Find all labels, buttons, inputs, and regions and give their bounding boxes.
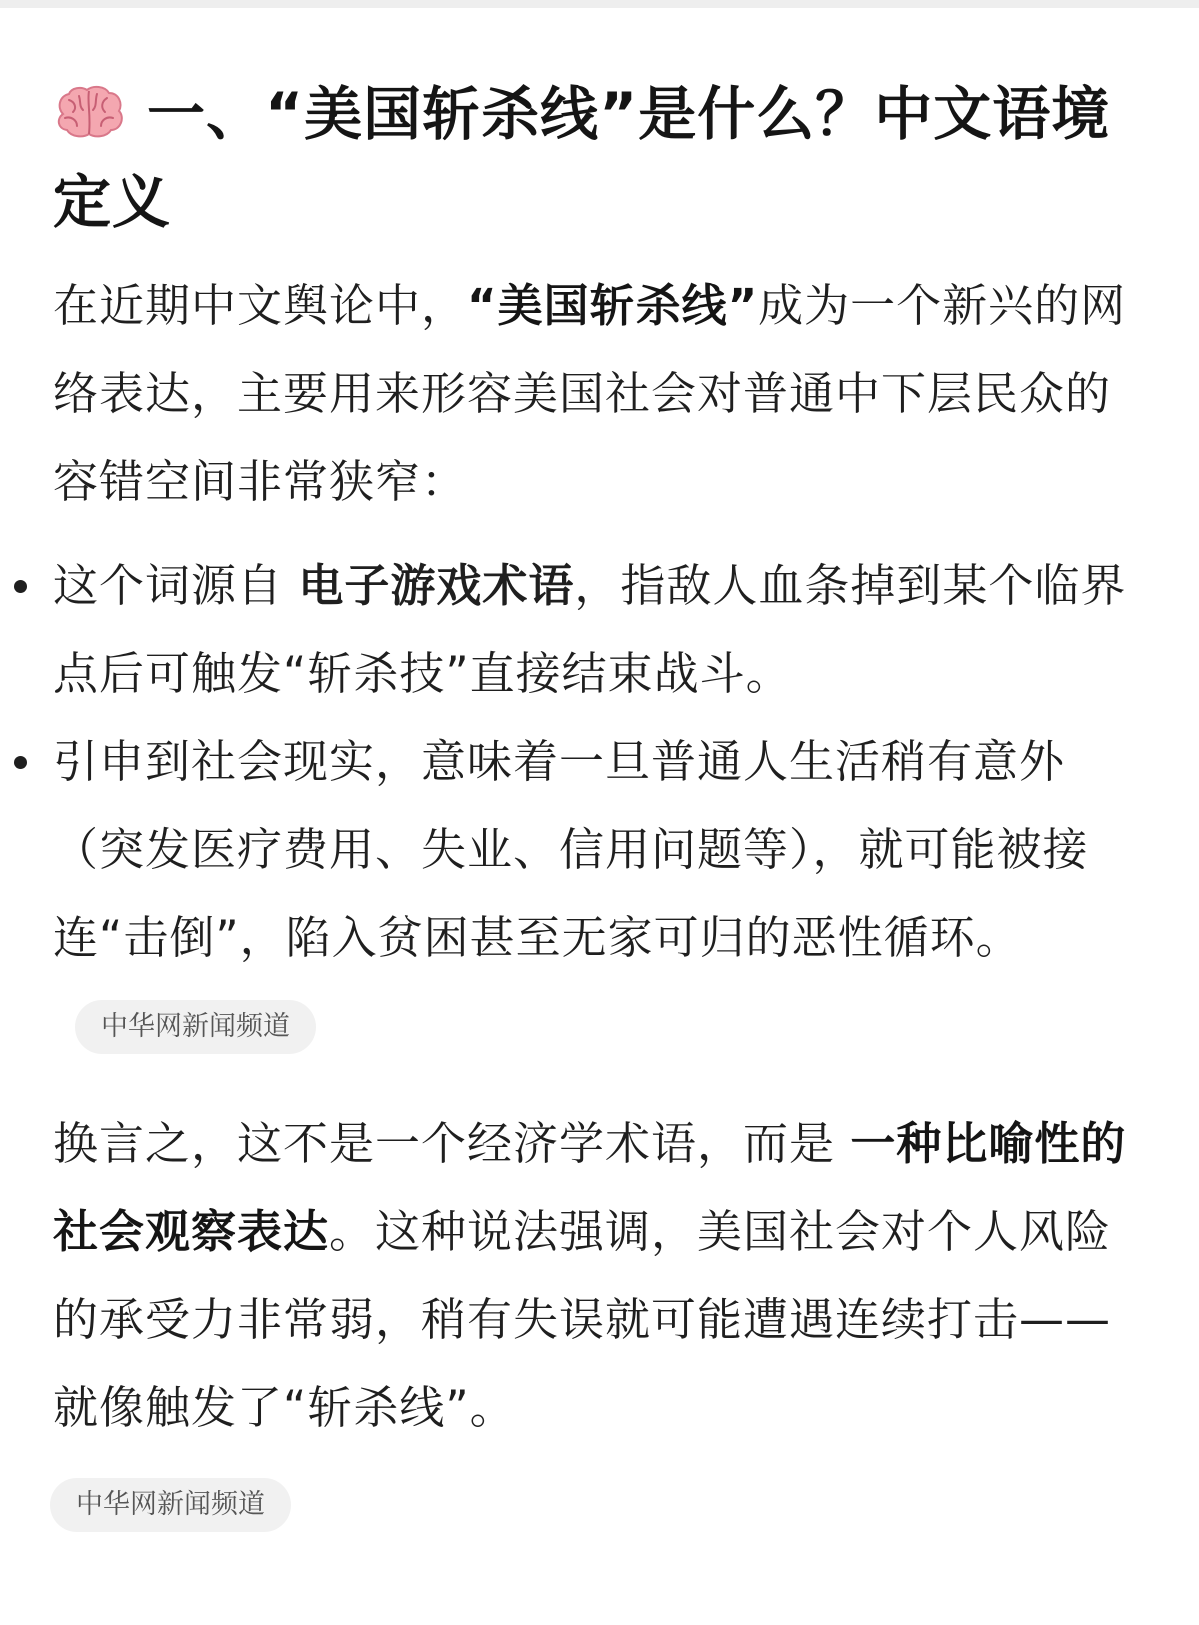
bullet-text: 引申到社会现实，意味着一旦普通人生活稍有意外（突发医疗费用、失业、信用问题等），就可能被接连“击倒”，陷入贫困甚至无家可归的恶性循环。 (53, 735, 1089, 964)
article-body (53, 70, 1153, 1532)
section-heading-text: 一、“美国斩杀线”是什么？中文语境定义 (53, 80, 1111, 236)
footer-source-chip[interactable]: 中华网新闻频道 (50, 1478, 291, 1532)
bullet-dot-icon (14, 580, 27, 593)
section-heading (53, 70, 1153, 246)
conclusion-term: 一种比喻性的社会观察表达 (53, 1117, 1127, 1258)
brain-icon (53, 84, 125, 140)
intro-paragraph (53, 262, 1153, 526)
bullet-term: 电子游戏术语 (298, 559, 575, 612)
list-item (53, 718, 1153, 1070)
intro-text-after: 成为一个新兴的网络表达，主要用来形容美国社会对普通中下层民众的容错空间非常狭窄： (53, 279, 1127, 508)
bullet-list (53, 542, 1153, 1070)
source-chip[interactable]: 中华网新闻频道 (75, 1000, 316, 1054)
intro-term: “美国斩杀线” (467, 279, 759, 332)
top-divider (0, 0, 1199, 8)
bullet-text-before: 这个词源自 (53, 559, 299, 612)
bullet-text-after: ，指敌人血条掉到某个临界点后可触发“斩杀技”直接结束战斗。 (53, 559, 1127, 700)
bullet-dot-icon (14, 756, 27, 769)
conclusion-paragraph (53, 1100, 1153, 1452)
conclusion-text-before: 换言之，这不是一个经济学术语，而是 (53, 1117, 851, 1170)
intro-text-before: 在近期中文舆论中， (53, 279, 468, 332)
conclusion-text-after: 。这种说法强调，美国社会对个人风险的承受力非常弱，稍有失误就可能遭遇连续打击——就像触发了“斩杀线”。 (53, 1205, 1112, 1434)
list-item (53, 542, 1153, 718)
